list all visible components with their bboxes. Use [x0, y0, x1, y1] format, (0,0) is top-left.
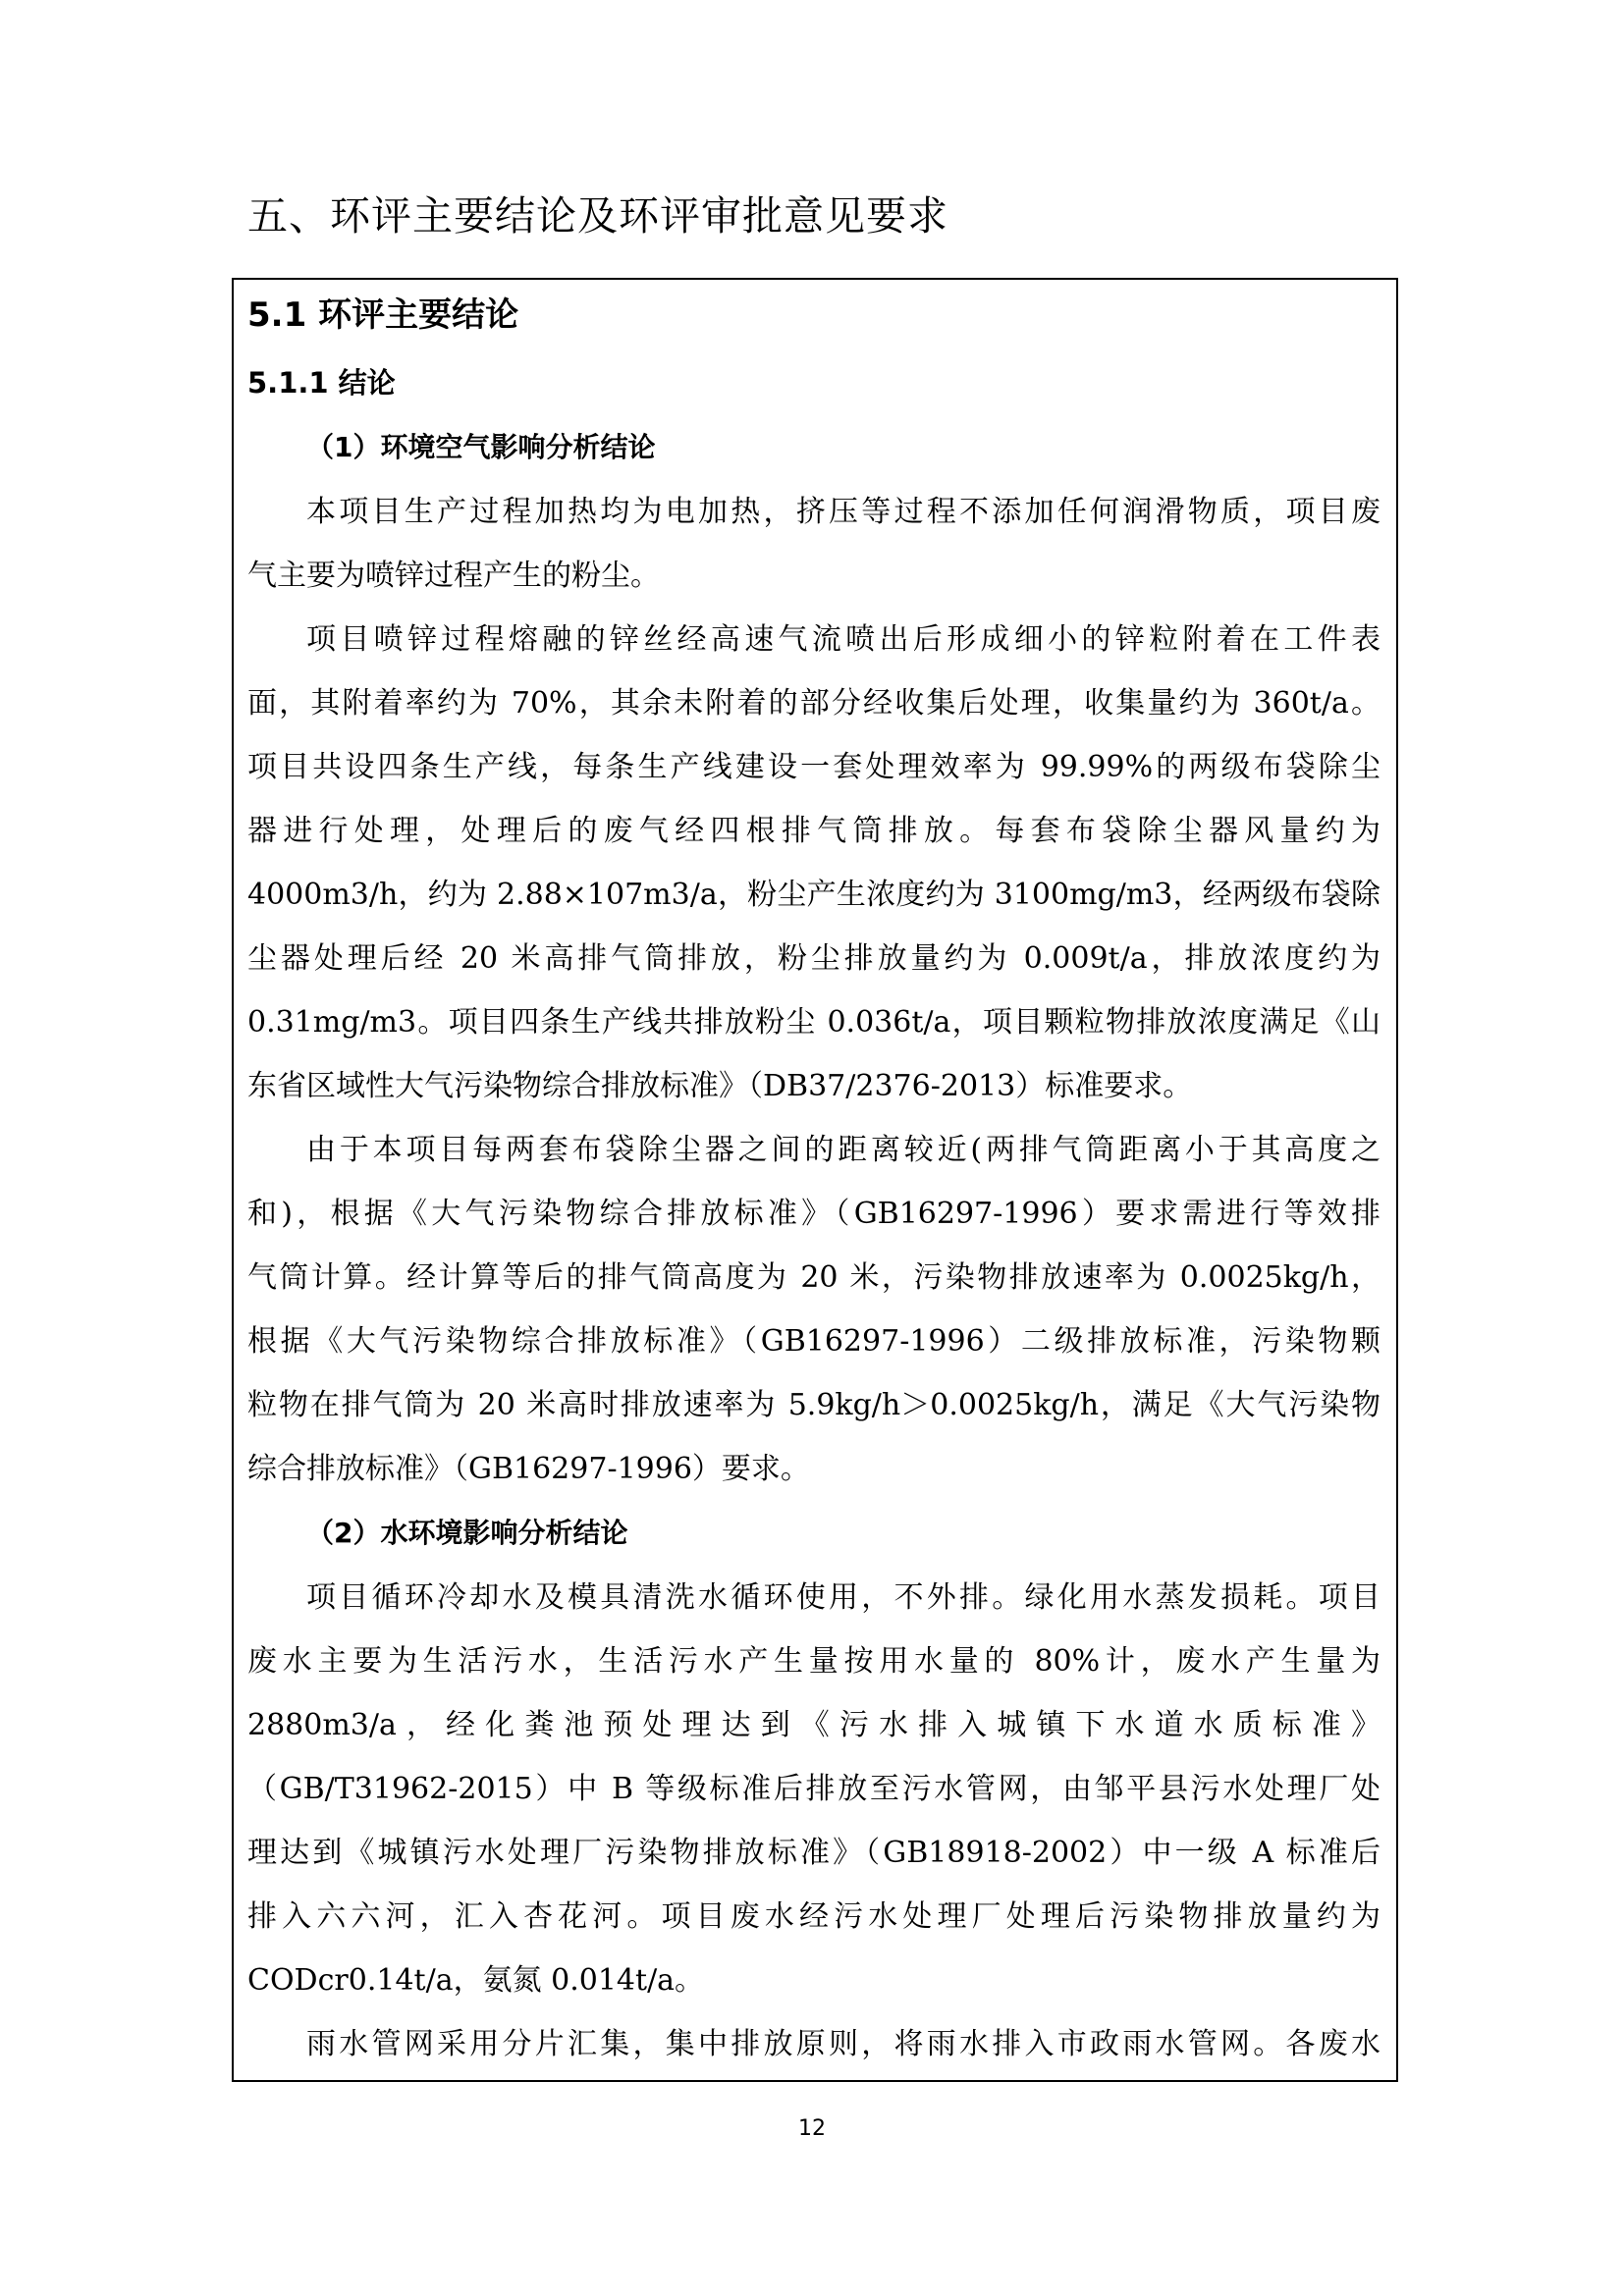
text-line: 4000m3/h，约为 2.88×107m3/a，粉尘产生浓度约为 3100mg/m3，经两级布袋除 [247, 878, 1380, 912]
text-line: 理达到《城镇污水处理厂污染物排放标准》（GB18918-2002）中一级 A 标准后 [247, 1836, 1380, 1870]
text-line: CODcr0.14t/a，氨氮 0.014t/a。 [247, 1963, 705, 1998]
text-line: 0.31mg/m3。项目四条生产线共排放粉尘 0.036t/a，项目颗粒物排放浓度满足《山 [247, 1005, 1380, 1040]
text-line: 废水主要为生活污水，生活污水产生量按用水量的 80%计，废水产生量为 [247, 1644, 1380, 1679]
text-line: 和)，根据《大气污染物综合排放标准》（GB16297-1996）要求需进行等效排 [247, 1197, 1380, 1231]
text-line: 雨水管网采用分片汇集，集中排放原则，将雨水排入市政雨水管网。各废水 [306, 2027, 1380, 2061]
water-paragraph-1 [247, 1566, 1380, 2012]
text-line: 综合排放标准》（GB16297-1996）要求。 [247, 1452, 810, 1486]
chapter-title: 五、环评主要结论及环评审批意见要求 [247, 192, 948, 240]
text-line: 项目喷锌过程熔融的锌丝经高速气流喷出后形成细小的锌粒附着在工件表 [306, 622, 1380, 657]
text-line: 尘器处理后经 20 米高排气筒排放，粉尘排放量约为 0.009t/a，排放浓度约为 [247, 941, 1380, 976]
text-line: 气筒计算。经计算等后的排气筒高度为 20 米，污染物排放速率为 0.0025kg/h， [247, 1260, 1380, 1295]
text-line: 项目循环冷却水及模具清洗水循环使用，不外排。绿化用水蒸发损耗。项目 [306, 1580, 1380, 1615]
subsection-heading: 5.1.1 结论 [247, 366, 396, 400]
air-paragraph-3 [247, 1118, 1380, 1501]
text-line: 器进行处理，处理后的废气经四根排气筒排放。每套布袋除尘器风量约为 [247, 814, 1380, 848]
page-number: 12 [798, 2116, 826, 2141]
text-line: 由于本项目每两套布袋除尘器之间的距离较近(两排气筒距离小于其高度之 [306, 1133, 1380, 1167]
text-line: 排入六六河，汇入杏花河。项目废水经污水处理厂处理后污染物排放量约为 [247, 1899, 1380, 1934]
text-line: 本项目生产过程加热均为电加热，挤压等过程不添加任何润滑物质，项目废 [306, 495, 1380, 529]
text-line: 气主要为喷锌过程产生的粉尘。 [247, 559, 660, 593]
text-line: 粒物在排气筒为 20 米高时排放速率为 5.9kg/h＞0.0025kg/h，满足《大气污染物 [247, 1388, 1380, 1422]
water-paragraph-2 [247, 2012, 1380, 2076]
content-body [247, 280, 1380, 2076]
text-line: 东省区域性大气污染物综合排放标准》（DB37/2376-2013）标准要求。 [247, 1069, 1193, 1103]
content-frame [232, 278, 1398, 2082]
text-line: 2880m3/a，经化粪池预处理达到《污水排入城镇下水道水质标准》 [247, 1708, 1380, 1742]
text-line: 项目共设四条生产线，每条生产线建设一套处理效率为 99.99%的两级布袋除尘 [247, 750, 1380, 784]
text-line: 根据《大气污染物综合排放标准》（GB16297-1996）二级排放标准，污染物颗 [247, 1324, 1380, 1359]
text-line: 面，其附着率约为 70%，其余未附着的部分经收集后处理，收集量约为 360t/a。 [247, 686, 1380, 721]
text-line: （GB/T31962-2015）中 B 等级标准后排放至污水管网，由邹平县污水处理厂处 [247, 1772, 1380, 1806]
water-analysis-heading: （2）水环境影响分析结论 [306, 1517, 628, 1549]
air-paragraph-1 [247, 480, 1380, 608]
air-paragraph-2 [247, 608, 1380, 1118]
section-heading: 5.1 环评主要结论 [247, 295, 519, 335]
air-analysis-heading: （1）环境空气影响分析结论 [306, 431, 656, 463]
